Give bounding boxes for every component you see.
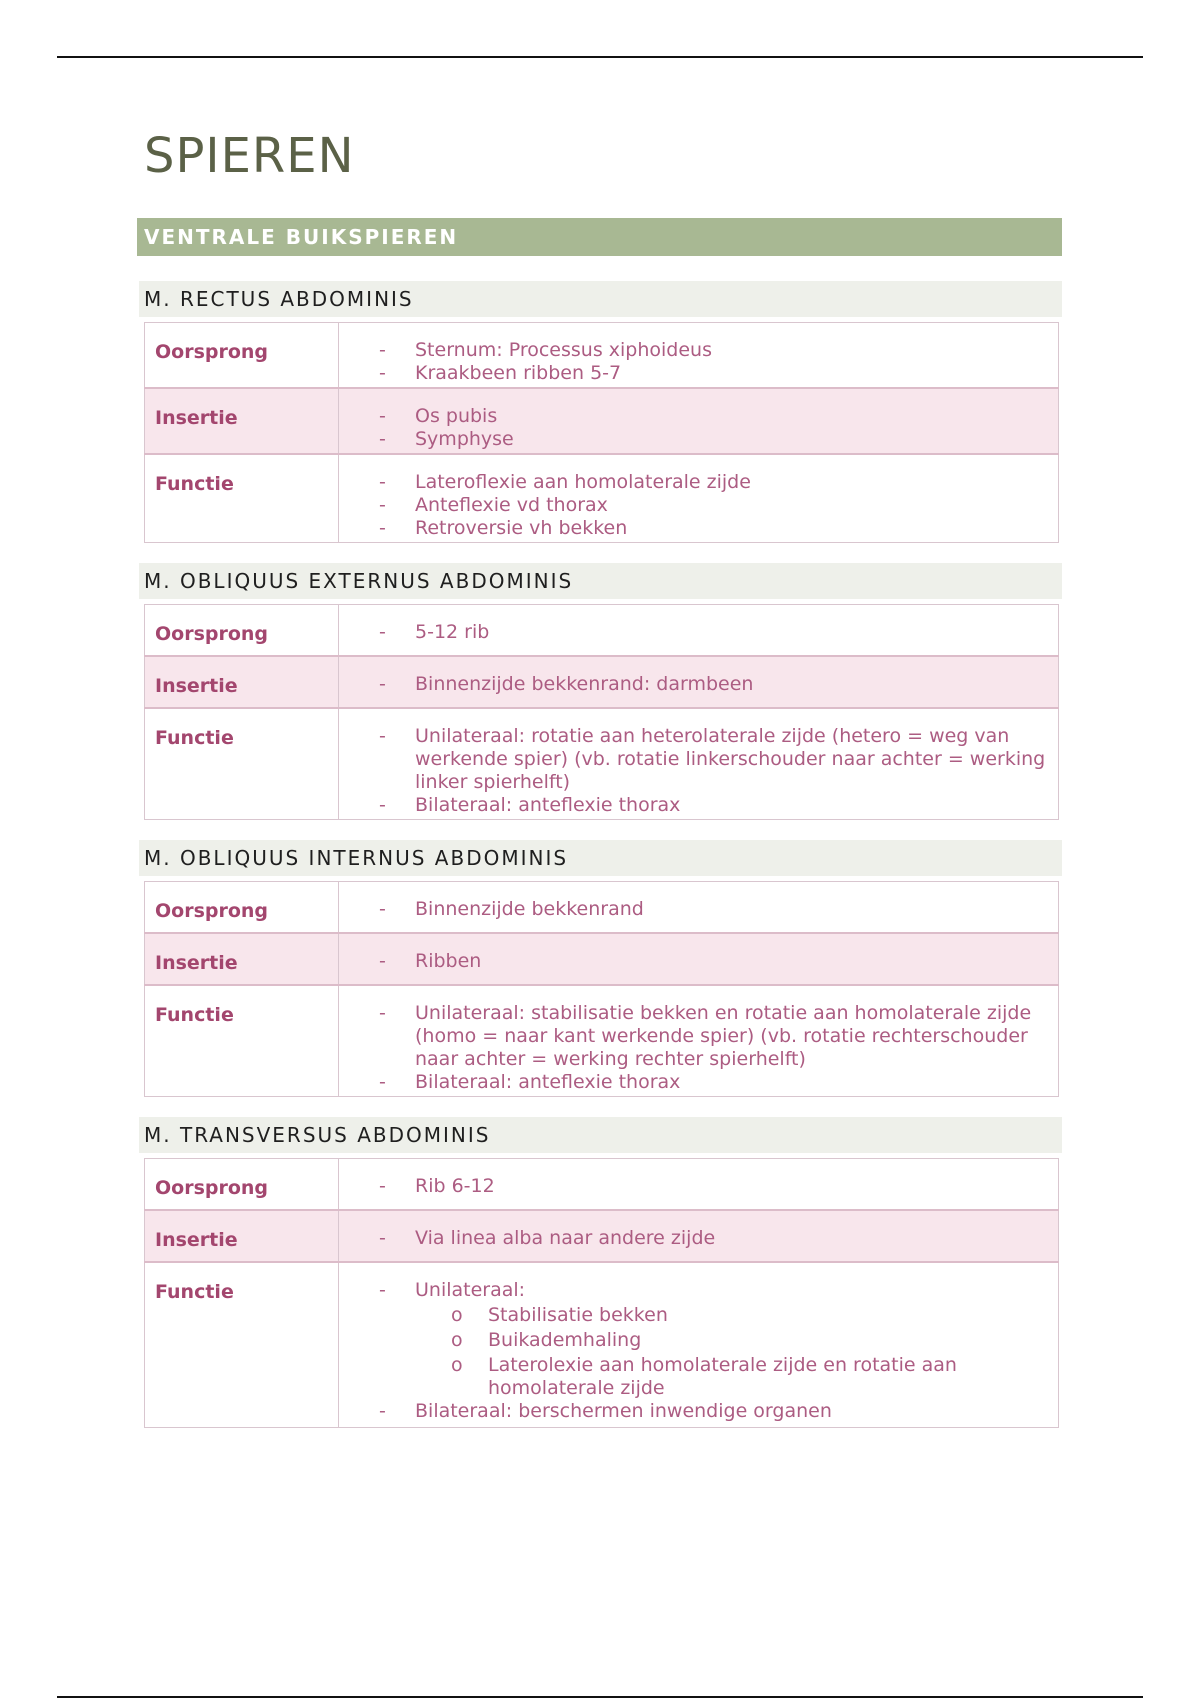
muscle-table	[144, 604, 1059, 820]
list-item: - Via linea alba naar andere zijde	[379, 1227, 1046, 1250]
muscle-block-rectus-abdominis	[139, 281, 1062, 543]
function-value	[339, 985, 1059, 1097]
function-row	[145, 985, 1059, 1097]
function-label: Functie	[145, 985, 339, 1097]
function-row	[145, 454, 1059, 543]
list-item: - Sternum: Processus xiphoideus	[379, 339, 1046, 362]
origin-row	[145, 882, 1059, 934]
muscle-heading: M. RECTUS ABDOMINIS	[139, 281, 1062, 317]
origin-row	[145, 605, 1059, 657]
muscle-block-obliquus-externus	[139, 563, 1062, 820]
origin-row	[145, 323, 1059, 389]
list-item-text: Unilateraal:	[415, 1279, 526, 1301]
insertion-value	[339, 1210, 1059, 1262]
muscle-heading: M. OBLIQUUS EXTERNUS ABDOMINIS	[139, 563, 1062, 599]
sub-list-item: o Stabilisatie bekken	[415, 1304, 1046, 1327]
sub-list-item: o Buikademhaling	[415, 1329, 1046, 1352]
function-label: Functie	[145, 454, 339, 543]
list-item: - Symphyse	[379, 428, 1046, 451]
list-item: - Kraakbeen ribben 5-7	[379, 362, 1046, 385]
document-content	[137, 128, 1062, 1428]
list-item	[379, 1279, 1046, 1400]
list-item: - Binnenzijde bekkenrand: darmbeen	[379, 673, 1046, 696]
muscle-table	[144, 881, 1059, 1097]
list-item: - Anteflexie vd thorax	[379, 494, 1046, 517]
insertion-row	[145, 933, 1059, 985]
function-value	[339, 454, 1059, 543]
list-item: - Binnenzijde bekkenrand	[379, 898, 1046, 921]
sub-list-item: o Laterolexie aan homolaterale zijde en rotatie aan homolaterale zijde	[415, 1354, 1046, 1400]
insertion-row	[145, 656, 1059, 708]
muscle-block-transversus-abdominis	[139, 1117, 1062, 1428]
origin-row	[145, 1159, 1059, 1211]
function-label: Functie	[145, 1262, 339, 1428]
function-row	[145, 1262, 1059, 1428]
insertion-row	[145, 1210, 1059, 1262]
muscle-heading: M. OBLIQUUS INTERNUS ABDOMINIS	[139, 840, 1062, 876]
insertion-label: Insertie	[145, 1210, 339, 1262]
list-item: - Bilateraal: anteflexie thorax	[379, 794, 1046, 817]
origin-label: Oorsprong	[145, 605, 339, 657]
origin-label: Oorsprong	[145, 1159, 339, 1211]
list-item: - Os pubis	[379, 405, 1046, 428]
list-item: - Retroversie vh bekken	[379, 517, 1046, 540]
muscle-heading: M. TRANSVERSUS ABDOMINIS	[139, 1117, 1062, 1153]
origin-value	[339, 605, 1059, 657]
list-item: - Rib 6-12	[379, 1175, 1046, 1198]
origin-value	[339, 323, 1059, 389]
insertion-value	[339, 656, 1059, 708]
function-label: Functie	[145, 708, 339, 820]
list-item: - Ribben	[379, 950, 1046, 973]
function-row	[145, 708, 1059, 820]
list-item: - Bilateraal: anteflexie thorax	[379, 1071, 1046, 1094]
page-title: SPIEREN	[144, 128, 355, 184]
origin-value	[339, 882, 1059, 934]
insertion-value	[339, 388, 1059, 454]
list-item: - Unilateraal: stabilisatie bekken en rotatie aan homolaterale zijde (homo = naar kant werkende spier) (vb. rotatie rechterschouder naar achter = werking rechter spierhelft)	[379, 1002, 1046, 1071]
origin-label: Oorsprong	[145, 882, 339, 934]
list-item: - Lateroflexie aan homolaterale zijde	[379, 471, 1046, 494]
insertion-row	[145, 388, 1059, 454]
list-item: - 5-12 rib	[379, 621, 1046, 644]
function-value	[339, 1262, 1059, 1428]
origin-label: Oorsprong	[145, 323, 339, 389]
muscle-table	[144, 322, 1059, 543]
footer-rule	[57, 1696, 1143, 1698]
function-value	[339, 708, 1059, 820]
list-item: - Bilateraal: berschermen inwendige organen	[379, 1400, 1046, 1423]
muscle-table	[144, 1158, 1059, 1428]
muscle-block-obliquus-internus	[139, 840, 1062, 1097]
insertion-label: Insertie	[145, 656, 339, 708]
insertion-value	[339, 933, 1059, 985]
origin-value	[339, 1159, 1059, 1211]
list-item: - Unilateraal: rotatie aan heterolaterale zijde (hetero = weg van werkende spier) (vb. rotatie linkerschouder naar achter = werking linker spierhelft)	[379, 725, 1046, 794]
header-rule	[57, 56, 1143, 58]
insertion-label: Insertie	[145, 933, 339, 985]
insertion-label: Insertie	[145, 388, 339, 454]
section-heading: VENTRALE BUIKSPIEREN	[137, 218, 1062, 256]
